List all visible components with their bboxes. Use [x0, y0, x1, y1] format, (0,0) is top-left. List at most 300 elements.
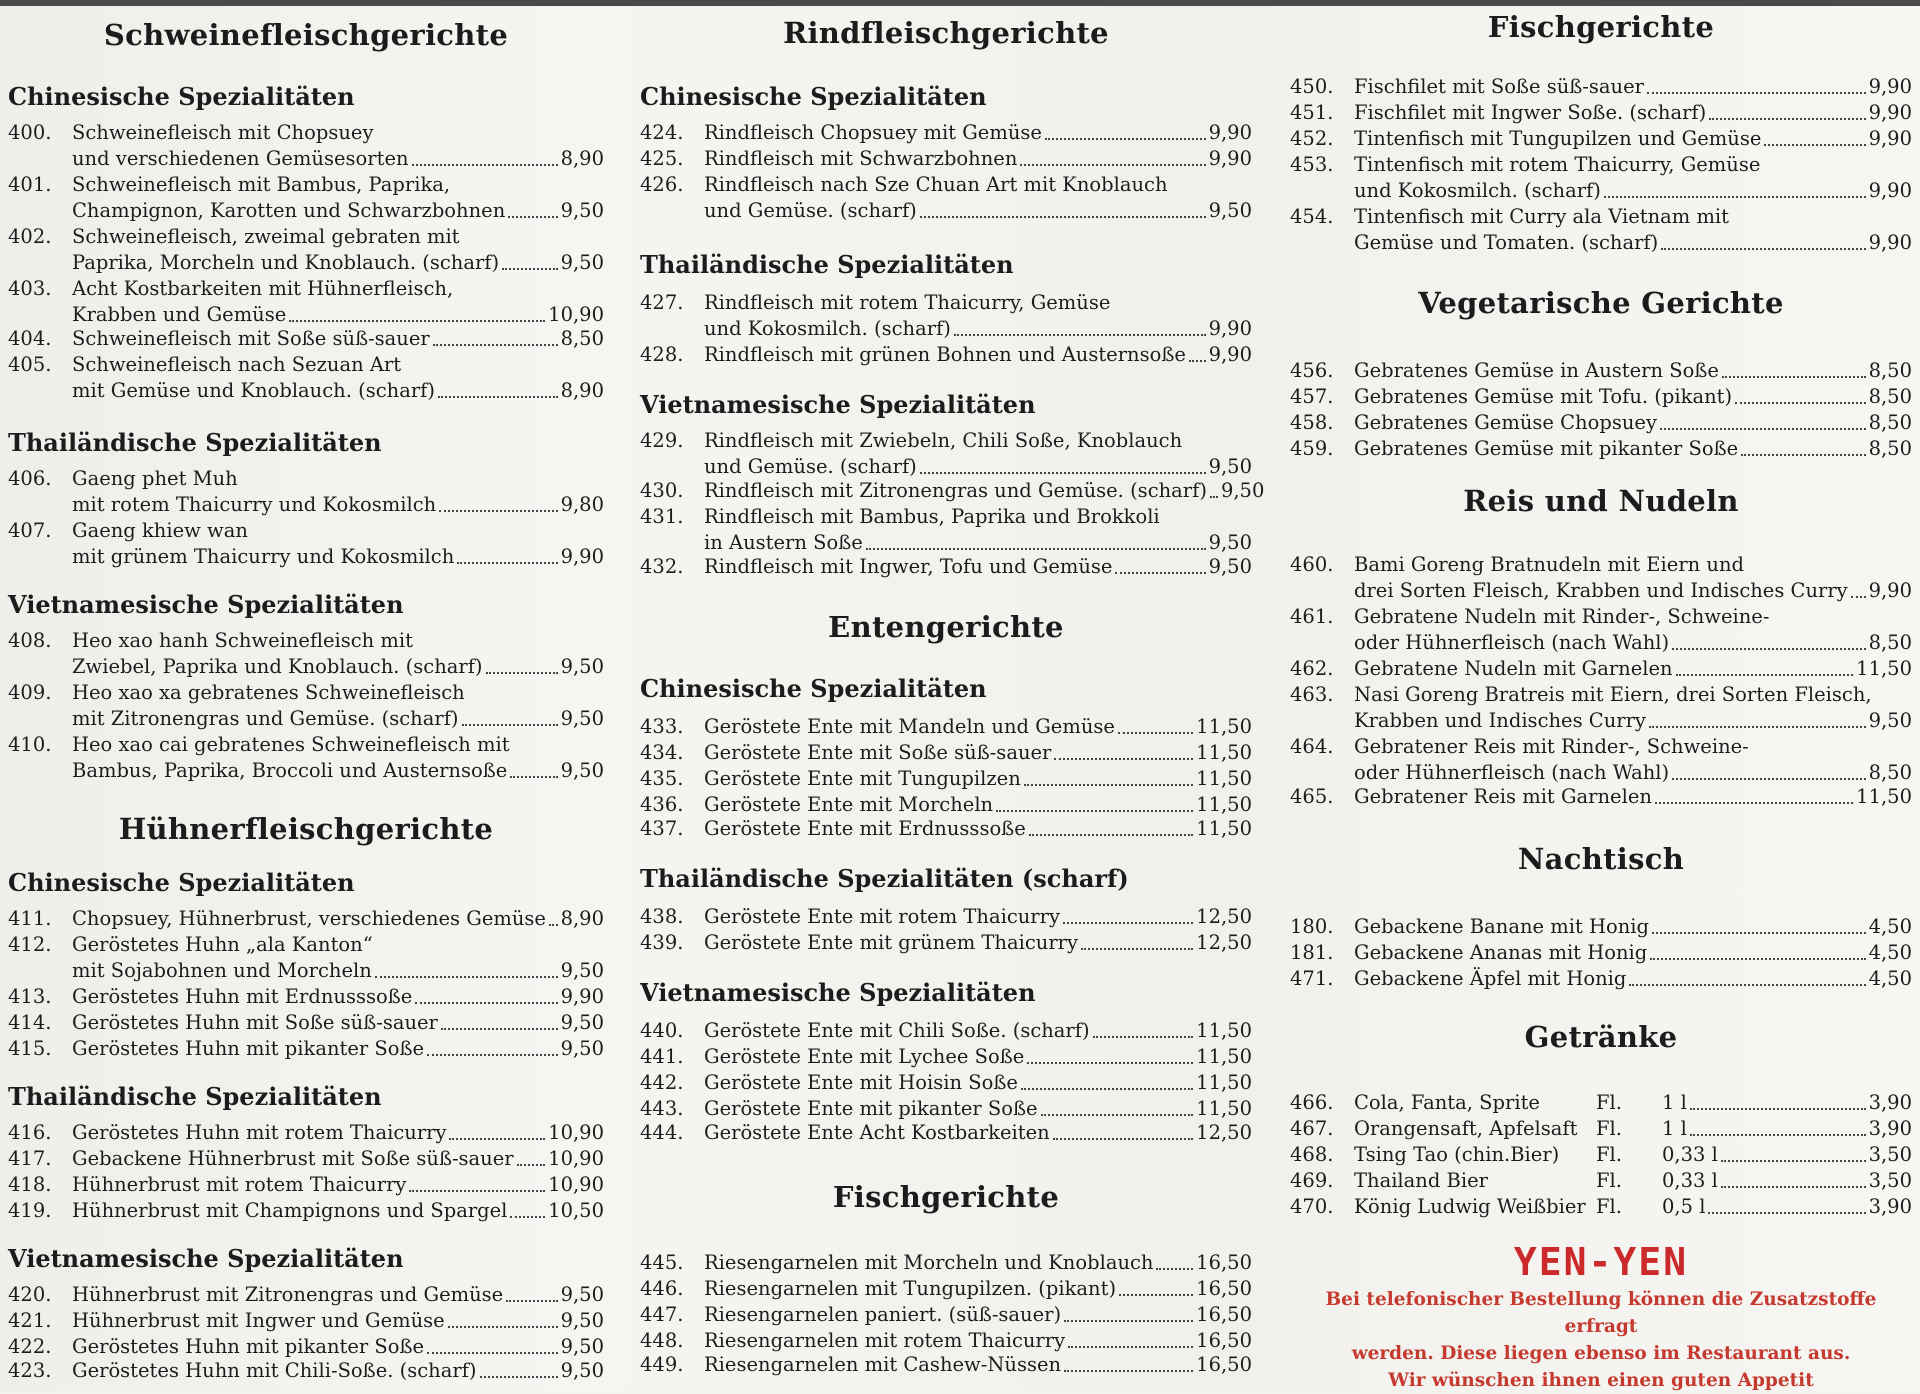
item-number: 401.: [8, 173, 52, 196]
menu-item: [640, 766, 1252, 792]
dot-leader: [1647, 92, 1866, 94]
dot-leader: [506, 1300, 557, 1302]
item-number: 414.: [8, 1011, 52, 1034]
item-number: 410.: [8, 733, 52, 756]
subsection-heading: Vietnamesische Spezialitäten: [640, 390, 1036, 419]
item-price: 4,50: [1868, 915, 1912, 938]
dot-leader: [1115, 572, 1205, 574]
menu-item: [1290, 204, 1912, 256]
menu-item: [640, 1250, 1252, 1276]
item-description: und verschiedenen Gemüsesorten: [72, 146, 409, 170]
item-number: 462.: [1290, 657, 1334, 680]
menu-item: [640, 930, 1252, 956]
item-number: 467.: [1290, 1117, 1334, 1140]
item-number: 437.: [640, 817, 684, 840]
item-description: Geröstete Ente mit Hoisin Soße: [704, 1071, 1018, 1094]
menu-item: [8, 906, 604, 932]
dot-leader: [375, 976, 558, 978]
dot-leader: [412, 164, 558, 166]
item-price: 4,50: [1868, 967, 1912, 990]
menu-item: [1290, 914, 1912, 940]
item-number: 417.: [8, 1147, 52, 1170]
item-description: Nasi Goreng Bratreis mit Eiern, drei Sorten Fleisch,: [1354, 683, 1872, 706]
item-number: 431.: [640, 505, 684, 528]
item-description: Geröstetes Huhn mit Erdnusssoße: [72, 985, 413, 1008]
drink-name: Cola, Fanta, Sprite: [1354, 1091, 1540, 1114]
item-price: 16,50: [1196, 1277, 1252, 1300]
item-number: 438.: [640, 905, 684, 928]
item-price: 11,50: [1196, 1019, 1252, 1042]
drink-item: [1290, 1090, 1912, 1116]
item-description: Geröstete Ente mit Tungupilzen: [704, 767, 1021, 790]
dot-leader: [441, 1028, 558, 1030]
subsection-heading: Chinesische Spezialitäten: [640, 674, 987, 703]
item-number: 465.: [1290, 785, 1334, 808]
item-number: 440.: [640, 1019, 684, 1042]
item-price: 9,50: [560, 1309, 604, 1332]
dot-leader: [1652, 932, 1866, 934]
item-price: 11,50: [1856, 785, 1912, 808]
dot-leader: [409, 1190, 545, 1192]
menu-item: [1290, 682, 1912, 734]
item-price: 9,50: [560, 654, 604, 678]
item-number: 460.: [1290, 553, 1334, 576]
item-number: 405.: [8, 353, 52, 376]
item-price: 12,50: [1196, 1121, 1252, 1144]
item-number: 413.: [8, 985, 52, 1008]
item-description: Tintenfisch mit rotem Thaicurry, Gemüse: [1354, 153, 1761, 176]
item-description: mit grünem Thaicurry und Kokosmilch: [72, 544, 455, 568]
item-number: 463.: [1290, 683, 1334, 706]
item-description: Rindfleisch Chopsuey mit Gemüse: [704, 121, 1042, 144]
item-number: 449.: [640, 1353, 684, 1376]
item-price: 9,50: [1208, 454, 1252, 478]
item-price: 11,50: [1196, 1045, 1252, 1068]
item-description: Rindfleisch mit Bambus, Paprika und Brokkoli: [704, 505, 1160, 528]
item-number: 418.: [8, 1173, 52, 1196]
item-number: 442.: [640, 1071, 684, 1094]
menu-item: [1290, 100, 1912, 126]
menu-item: [640, 792, 1252, 818]
item-number: 459.: [1290, 437, 1334, 460]
dot-leader: [1210, 496, 1218, 498]
dot-leader: [427, 1054, 558, 1056]
notice-line-1: Bei telefonischer Bestellung können die Zusatzstoffe erfragt: [1325, 1289, 1877, 1337]
item-number: 468.: [1290, 1143, 1334, 1166]
item-description: Riesengarnelen mit rotem Thaicurry: [704, 1329, 1066, 1352]
item-number: 466.: [1290, 1091, 1334, 1114]
item-price: 9,90: [1868, 230, 1912, 254]
item-price: 16,50: [1196, 1329, 1252, 1352]
item-description: Geröstete Ente mit Chili Soße. (scharf): [704, 1019, 1090, 1042]
item-description: Hühnerbrust mit Zitronengras und Gemüse: [72, 1283, 504, 1306]
drink-name: König Ludwig Weißbier: [1354, 1195, 1586, 1218]
menu-item: [640, 146, 1252, 172]
item-price: 11,50: [1196, 767, 1252, 790]
menu-item: [640, 1120, 1252, 1146]
dot-leader: [1189, 360, 1206, 362]
subsection-heading: Thailändische Spezialitäten: [640, 250, 1014, 279]
item-description: Gebratener Reis mit Garnelen: [1354, 785, 1652, 808]
item-number: 458.: [1290, 411, 1334, 434]
menu-item: [640, 504, 1252, 556]
menu-item: [1290, 152, 1912, 204]
item-description: Acht Kostbarkeiten mit Hühnerfleisch,: [72, 277, 454, 300]
menu-item: [1290, 784, 1912, 810]
section-heading: Vegetarische Gerichte: [1418, 286, 1784, 320]
menu-item: [8, 732, 604, 784]
item-price: 9,50: [560, 1359, 604, 1382]
item-number: 406.: [8, 467, 52, 490]
item-number: 464.: [1290, 735, 1334, 758]
item-price: 9,50: [560, 706, 604, 730]
dot-leader: [920, 216, 1206, 218]
dot-leader: [415, 1002, 557, 1004]
menu-item: [8, 466, 604, 518]
section-heading: Schweinefleischgerichte: [103, 18, 509, 52]
item-price: 9,90: [560, 985, 604, 1008]
menu-item: [8, 1010, 604, 1036]
dot-leader: [480, 1376, 558, 1378]
item-price: 8,50: [1868, 630, 1912, 654]
item-description: Rindfleisch mit Schwarzbohnen: [704, 147, 1018, 170]
item-number: 446.: [640, 1277, 684, 1300]
item-price: 9,90: [560, 544, 604, 568]
item-description: Gemüse und Tomaten. (scharf): [1354, 230, 1659, 254]
item-description: Tintenfisch mit Curry ala Vietnam mit: [1354, 205, 1730, 228]
item-description: Rindfleisch mit Zwiebeln, Chili Soße, Knoblauch: [704, 429, 1183, 452]
section-heading: Fischgerichte: [832, 1180, 1060, 1214]
dot-leader: [1021, 1088, 1193, 1090]
item-number: 457.: [1290, 385, 1334, 408]
dot-leader: [508, 216, 557, 218]
item-number: 451.: [1290, 101, 1334, 124]
item-description: Chopsuey, Hühnerbrust, verschiedenes Gemüse: [72, 907, 546, 930]
item-number: 439.: [640, 931, 684, 954]
item-number: 469.: [1290, 1169, 1334, 1192]
item-price: 8,90: [560, 907, 604, 930]
item-price: 9,50: [560, 1335, 604, 1358]
item-description: Schweinefleisch, zweimal gebraten mit: [72, 225, 460, 248]
item-number: 407.: [8, 519, 52, 542]
menu-item: [1290, 384, 1912, 410]
item-description: Rindfleisch mit grünen Bohnen und Austernsoße: [704, 343, 1186, 366]
subsection-heading: Chinesische Spezialitäten: [8, 82, 355, 111]
item-price: 11,50: [1196, 817, 1252, 840]
section-heading: Reis und Nudeln: [1463, 484, 1739, 518]
dot-leader: [1672, 648, 1865, 650]
menu-item: [8, 518, 604, 570]
ordering-notice: [1290, 1286, 1912, 1394]
drink-volume: 1 l: [1662, 1117, 1687, 1140]
item-description: Gebackene Ananas mit Honig: [1354, 941, 1648, 964]
item-description: Paprika, Morcheln und Knoblauch. (scharf): [72, 250, 500, 274]
dot-leader: [502, 268, 557, 270]
menu-item: [640, 740, 1252, 766]
drink-name: Tsing Tao (chin.Bier): [1354, 1143, 1560, 1166]
dot-leader: [439, 510, 557, 512]
item-price: 8,50: [1868, 760, 1912, 784]
item-price: 3,50: [1868, 1169, 1912, 1192]
item-number: 450.: [1290, 75, 1334, 98]
item-number: 181.: [1290, 941, 1334, 964]
item-price: 9,50: [560, 758, 604, 782]
item-price: 8,90: [560, 378, 604, 402]
dot-leader: [1027, 1062, 1193, 1064]
item-description: Geröstetes Huhn mit pikanter Soße: [72, 1037, 425, 1060]
item-price: 9,50: [560, 1037, 604, 1060]
item-number: 403.: [8, 277, 52, 300]
menu-item: [640, 554, 1252, 580]
item-number: 180.: [1290, 915, 1334, 938]
item-number: 448.: [640, 1329, 684, 1352]
menu-item: [8, 276, 604, 328]
item-number: 428.: [640, 343, 684, 366]
dot-leader: [517, 1164, 546, 1166]
item-description: oder Hühnerfleisch (nach Wahl): [1354, 760, 1670, 784]
item-description: Heo xao xa gebratenes Schweinefleisch: [72, 681, 465, 704]
dot-leader: [1655, 802, 1853, 804]
subsection-heading: Chinesische Spezialitäten: [8, 868, 355, 897]
item-price: 8,90: [560, 146, 604, 170]
item-description: Geröstete Ente mit Soße süß-sauer: [704, 741, 1052, 764]
menu-item: [640, 1352, 1252, 1378]
menu-item: [8, 984, 604, 1010]
item-number: 423.: [8, 1359, 52, 1382]
item-description: Geröstete Ente Acht Kostbarkeiten: [704, 1121, 1050, 1144]
dot-leader: [1119, 1294, 1193, 1296]
item-price: 9,50: [560, 198, 604, 222]
item-description: Hühnerbrust mit Ingwer und Gemüse: [72, 1309, 445, 1332]
menu-item: [8, 1120, 604, 1146]
dot-leader: [996, 810, 1193, 812]
menu-item: [640, 1096, 1252, 1122]
item-price: 9,50: [560, 958, 604, 982]
item-number: 461.: [1290, 605, 1334, 628]
item-price: 9,90: [1208, 121, 1252, 144]
menu-item: [1290, 74, 1912, 100]
item-description: und Kokosmilch. (scharf): [1354, 178, 1601, 202]
item-number: 427.: [640, 291, 684, 314]
item-number: 444.: [640, 1121, 684, 1144]
item-description: oder Hühnerfleisch (nach Wahl): [1354, 630, 1670, 654]
item-number: 412.: [8, 933, 52, 956]
item-price: 11,50: [1196, 1071, 1252, 1094]
item-number: 445.: [640, 1251, 684, 1274]
dot-leader: [1709, 118, 1865, 120]
dot-leader: [1156, 1268, 1193, 1270]
menu-item: [8, 172, 604, 224]
menu-item: [1290, 436, 1912, 462]
item-description: Geröstete Ente mit Lychee Soße: [704, 1045, 1025, 1068]
item-price: 8,50: [560, 327, 604, 350]
item-description: Gebackene Banane mit Honig: [1354, 915, 1650, 938]
dot-leader: [1604, 196, 1866, 198]
dot-leader: [1690, 1134, 1866, 1136]
item-description: Rindfleisch mit rotem Thaicurry, Gemüse: [704, 291, 1111, 314]
item-number: 408.: [8, 629, 52, 652]
item-price: 12,50: [1196, 905, 1252, 928]
section-heading: Hühnerfleischgerichte: [118, 812, 494, 846]
dot-leader: [1660, 428, 1866, 430]
item-description: Krabben und Gemüse: [72, 302, 287, 326]
item-number: 426.: [640, 173, 684, 196]
menu-item: [1290, 604, 1912, 656]
item-price: 16,50: [1196, 1251, 1252, 1274]
item-description: Geröstete Ente mit Morcheln: [704, 793, 994, 816]
dot-leader: [433, 344, 558, 346]
menu-item: [640, 1276, 1252, 1302]
item-number: 447.: [640, 1303, 684, 1326]
item-price: 12,50: [1196, 931, 1252, 954]
subsection-heading: Vietnamesische Spezialitäten: [640, 978, 1036, 1007]
subsection-heading: Thailändische Spezialitäten: [8, 1082, 382, 1111]
item-number: 432.: [640, 555, 684, 578]
item-description: Tintenfisch mit Tungupilzen und Gemüse: [1354, 127, 1762, 150]
item-price: 9,90: [1868, 75, 1912, 98]
dot-leader: [1020, 164, 1205, 166]
item-number: 402.: [8, 225, 52, 248]
item-description: Rindfleisch mit Zitronengras und Gemüse. (scharf): [704, 479, 1207, 502]
item-number: 456.: [1290, 359, 1334, 382]
dot-leader: [427, 1352, 558, 1354]
item-price: 3,90: [1868, 1195, 1912, 1218]
item-price: 3,50: [1868, 1143, 1912, 1166]
item-price: 16,50: [1196, 1353, 1252, 1376]
item-description: Zwiebel, Paprika und Knoblauch. (scharf): [72, 654, 483, 678]
menu-item: [640, 816, 1252, 842]
item-description: Gaeng phet Muh: [72, 467, 238, 490]
item-description: Riesengarnelen mit Tungupilzen. (pikant): [704, 1277, 1117, 1300]
dot-leader: [1741, 454, 1865, 456]
dot-leader: [1068, 1346, 1193, 1348]
dot-leader: [1851, 596, 1866, 598]
menu-item: [1290, 656, 1912, 682]
item-description: Heo xao cai gebratenes Schweinefleisch mit: [72, 733, 510, 756]
item-price: 9,50: [1208, 530, 1252, 554]
item-price: 9,50: [1868, 708, 1912, 732]
drink-volume: 0,33 l: [1662, 1169, 1718, 1192]
menu-item: [640, 342, 1252, 368]
menu-item: [8, 1308, 604, 1334]
item-description: Riesengarnelen paniert. (süß-sauer): [704, 1303, 1062, 1326]
item-price: 9,50: [1208, 555, 1252, 578]
dot-leader: [1024, 784, 1193, 786]
dot-leader: [438, 396, 558, 398]
dot-leader: [1735, 402, 1865, 404]
item-number: 421.: [8, 1309, 52, 1332]
item-description: mit Sojabohnen und Morcheln: [72, 958, 372, 982]
item-description: Rindfleisch mit Ingwer, Tofu und Gemüse: [704, 555, 1113, 578]
item-price: 9,90: [1868, 178, 1912, 202]
menu-item: [640, 714, 1252, 740]
item-description: Fischfilet mit Ingwer Soße. (scharf): [1354, 101, 1707, 124]
item-description: und Gemüse. (scharf): [704, 454, 917, 478]
dot-leader: [1053, 1138, 1193, 1140]
drink-item: [1290, 1194, 1912, 1220]
item-number: 400.: [8, 121, 52, 144]
menu-item: [1290, 734, 1912, 786]
dot-leader: [1690, 1108, 1866, 1110]
dot-leader: [289, 320, 545, 322]
drink-item: [1290, 1142, 1912, 1168]
item-description: Fischfilet mit Soße süß-sauer: [1354, 75, 1644, 98]
item-number: 425.: [640, 147, 684, 170]
top-edge: [0, 0, 1920, 6]
dot-leader: [1649, 726, 1866, 728]
dot-leader: [1054, 758, 1193, 760]
menu-item: [8, 1172, 604, 1198]
item-number: 454.: [1290, 205, 1334, 228]
item-description: Geröstete Ente mit Mandeln und Gemüse: [704, 715, 1115, 738]
item-description: Geröstetes Huhn mit Chili-Soße. (scharf): [72, 1359, 477, 1382]
item-description: Geröstetes Huhn „ala Kanton“: [72, 933, 373, 956]
item-price: 9,90: [1208, 316, 1252, 340]
item-price: 9,50: [560, 1283, 604, 1306]
item-number: 429.: [640, 429, 684, 452]
drink-volume: 0,33 l: [1662, 1143, 1718, 1166]
menu-item: [8, 1334, 604, 1360]
item-description: Gebratenes Gemüse Chopsuey: [1354, 411, 1657, 434]
subsection-heading: Chinesische Spezialitäten: [640, 82, 987, 111]
item-number: 435.: [640, 767, 684, 790]
item-description: mit Gemüse und Knoblauch. (scharf): [72, 378, 435, 402]
item-description: Gebratenes Gemüse in Austern Soße: [1354, 359, 1719, 382]
item-price: 8,50: [1868, 411, 1912, 434]
item-number: 433.: [640, 715, 684, 738]
item-price: 9,50: [1220, 479, 1265, 502]
menu-item: [1290, 966, 1912, 992]
item-number: 415.: [8, 1037, 52, 1060]
item-description: Geröstetes Huhn mit rotem Thaicurry: [72, 1121, 447, 1144]
subsection-heading: Vietnamesische Spezialitäten: [8, 1244, 404, 1273]
menu-item: [1290, 358, 1912, 384]
menu-item: [1290, 126, 1912, 152]
item-number: 436.: [640, 793, 684, 816]
drink-unit: Fl.: [1596, 1117, 1622, 1140]
menu-item: [8, 932, 604, 984]
item-price: 9,80: [560, 492, 604, 516]
item-price: 4,50: [1868, 941, 1912, 964]
section-heading: Getränke: [1524, 1020, 1678, 1054]
item-number: 409.: [8, 681, 52, 704]
dot-leader: [1764, 144, 1865, 146]
item-description: Schweinefleisch mit Soße süß-sauer: [72, 327, 430, 350]
item-description: Heo xao hanh Schweinefleisch mit: [72, 629, 413, 652]
item-description: Gaeng khiew wan: [72, 519, 248, 542]
drink-name: Thailand Bier: [1354, 1169, 1488, 1192]
dot-leader: [1672, 778, 1865, 780]
menu-item: [640, 1328, 1252, 1354]
subsection-heading: Thailändische Spezialitäten: [8, 428, 382, 457]
item-number: 434.: [640, 741, 684, 764]
section-heading: Nachtisch: [1517, 842, 1685, 876]
dot-leader: [462, 724, 558, 726]
item-description: Gebratene Nudeln mit Rinder-, Schweine-: [1354, 605, 1770, 628]
item-number: 404.: [8, 327, 52, 350]
dot-leader: [1708, 1212, 1865, 1214]
dot-leader: [1041, 1114, 1194, 1116]
item-price: 9,90: [1868, 127, 1912, 150]
item-description: Geröstete Ente mit rotem Thaicurry: [704, 905, 1060, 928]
dot-leader: [448, 1326, 558, 1328]
menu-item: [8, 628, 604, 680]
item-number: 416.: [8, 1121, 52, 1144]
menu-item: [8, 1198, 604, 1224]
dot-leader: [954, 334, 1206, 336]
dot-leader: [510, 1216, 545, 1218]
item-price: 10,90: [548, 1173, 604, 1196]
